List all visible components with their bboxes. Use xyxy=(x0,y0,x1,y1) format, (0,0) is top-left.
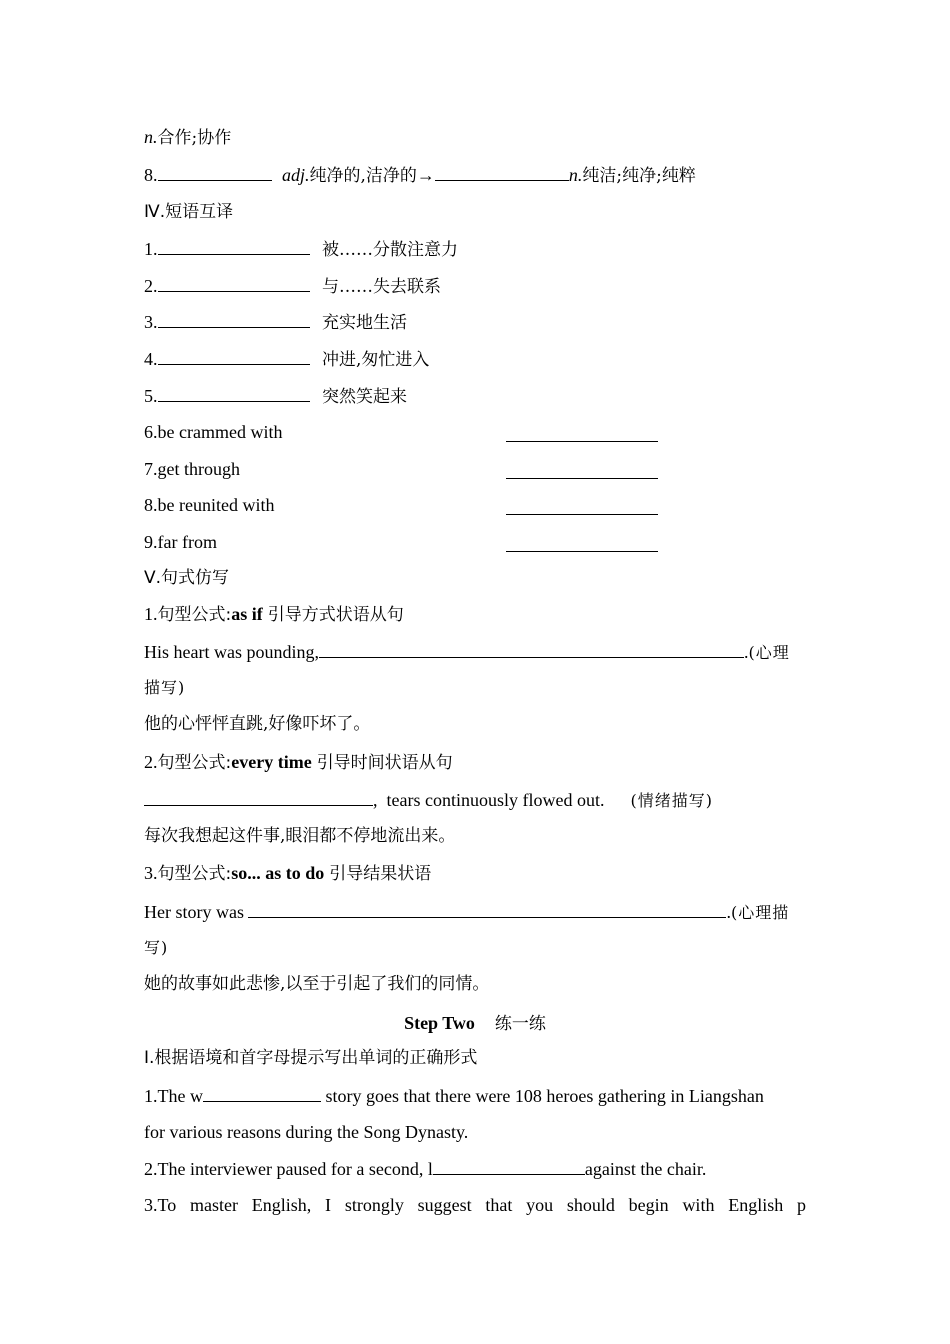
answer-blank[interactable] xyxy=(319,640,744,658)
phrase-item xyxy=(144,310,407,334)
question-1-line-2: for various reasons during the Song Dynasty. xyxy=(144,1122,469,1142)
phrase-item xyxy=(144,384,407,408)
phrase-item xyxy=(144,347,429,371)
phrase-meaning: 被……分散注意力 xyxy=(322,240,458,260)
phrase-meaning: 与……失去联系 xyxy=(322,277,441,297)
phrase-text: be crammed with xyxy=(157,422,283,442)
pattern-key: so... as to do xyxy=(231,863,325,883)
vocab-line-7-tail xyxy=(144,126,231,149)
pattern-label: 句型公式: xyxy=(157,605,232,625)
phrase-item xyxy=(144,494,274,516)
item-number: 4. xyxy=(144,349,158,369)
question-word: English xyxy=(728,1195,784,1215)
pattern-key: as if xyxy=(231,604,263,624)
section-i-title: Ⅰ.根据语境和首字母提示写出单词的正确形式 xyxy=(144,1048,478,1068)
answer-blank[interactable] xyxy=(506,424,658,442)
question-text: The interviewer paused for a second, l xyxy=(157,1159,433,1179)
pattern-label: 句型公式: xyxy=(157,864,232,884)
phrase-text: be reunited with xyxy=(157,495,275,515)
item-number: 7. xyxy=(144,459,158,479)
phrase-item xyxy=(144,531,217,553)
phrase-item xyxy=(144,237,458,261)
question-3 xyxy=(144,1194,806,1216)
phrase-item xyxy=(144,421,282,443)
item-number: 5. xyxy=(144,386,158,406)
question-text: story goes that there were 108 heroes gathering in Liangshan xyxy=(320,1086,764,1106)
answer-blank[interactable] xyxy=(144,788,373,806)
question-text: The w xyxy=(157,1086,203,1106)
pattern-3-translation: 她的故事如此悲惨,以至于引起了我们的同情。 xyxy=(144,974,490,994)
pattern-label: 句型公式: xyxy=(157,753,232,773)
note: (心理 xyxy=(748,643,790,662)
answer-blank[interactable] xyxy=(158,347,310,365)
answer-blank[interactable] xyxy=(158,163,272,181)
question-word: English, xyxy=(251,1195,312,1215)
section-v-title: Ⅴ.句式仿写 xyxy=(144,568,230,588)
question-1-line-1 xyxy=(144,1084,764,1107)
step-subtitle: 练一练 xyxy=(494,1014,546,1034)
phrase-meaning: 冲进,匆忙进入 xyxy=(322,350,430,370)
question-word: I xyxy=(325,1195,332,1215)
pattern-3-note-cont: 写) xyxy=(144,938,169,957)
phrase-meaning: 充实地生活 xyxy=(322,313,407,333)
step-title: Step Two xyxy=(404,1013,475,1033)
part-of-speech: n. xyxy=(144,127,158,147)
question-text: against the chair. xyxy=(584,1159,707,1179)
pattern-1-note-cont: 描写) xyxy=(144,678,186,697)
pattern-2-translation: 每次我想起这件事,眼泪都不停地流出来。 xyxy=(144,826,456,846)
pattern-2-sentence xyxy=(144,788,713,812)
part-of-speech: adj. xyxy=(282,165,310,185)
answer-blank[interactable] xyxy=(433,1157,585,1175)
phrase-meaning: 突然笑起来 xyxy=(322,387,407,407)
section-iv-title: Ⅳ.短语互译 xyxy=(144,202,234,222)
item-number: 6. xyxy=(144,422,158,442)
question-word: with xyxy=(682,1195,715,1215)
sentence-suffix: . xyxy=(726,902,731,922)
item-number: 1. xyxy=(144,604,158,624)
phrase-item xyxy=(144,458,240,480)
word-meaning: 合作;协作 xyxy=(157,128,232,148)
item-number: 1. xyxy=(144,239,158,259)
item-number: 3. xyxy=(144,312,158,332)
part-of-speech: n. xyxy=(568,165,583,185)
question-word: suggest xyxy=(417,1195,472,1215)
sentence-suffix: , tears continuously flowed out. xyxy=(373,790,605,810)
word-meaning: 纯洁;纯净;纯粹 xyxy=(582,166,696,186)
answer-blank[interactable] xyxy=(506,461,658,479)
sentence-prefix: Her story was xyxy=(144,902,249,922)
pattern-2-title xyxy=(144,751,453,774)
note: (心理描 xyxy=(730,903,790,922)
item-number: 1. xyxy=(144,1086,158,1106)
item-number: 2. xyxy=(144,276,158,296)
question-text: To xyxy=(157,1195,177,1215)
pattern-desc: 引导结果状语 xyxy=(329,864,432,884)
pattern-1-sentence xyxy=(144,640,790,664)
answer-blank[interactable] xyxy=(158,384,310,402)
item-number: 3. xyxy=(144,863,158,883)
pattern-3-sentence xyxy=(144,900,789,924)
pattern-desc: 引导方式状语从句 xyxy=(267,605,404,625)
item-number: 9. xyxy=(144,532,158,552)
answer-blank[interactable] xyxy=(506,497,658,515)
answer-blank[interactable] xyxy=(248,900,726,918)
question-word: should xyxy=(566,1195,615,1215)
pattern-1-title xyxy=(144,603,404,626)
question-word: strongly xyxy=(344,1195,404,1215)
answer-blank[interactable] xyxy=(158,237,310,255)
answer-blank[interactable] xyxy=(435,163,569,181)
answer-blank[interactable] xyxy=(158,274,310,292)
pattern-key: every time xyxy=(231,752,312,772)
question-word: begin xyxy=(628,1195,669,1215)
phrase-text: get through xyxy=(157,459,240,479)
item-number: 2. xyxy=(144,1159,158,1179)
item-number: 2. xyxy=(144,752,158,772)
question-word: that xyxy=(485,1195,513,1215)
question-word: you xyxy=(526,1195,554,1215)
item-number: 8. xyxy=(144,165,158,185)
sentence-prefix: His heart was pounding, xyxy=(144,642,319,662)
sentence-suffix: . xyxy=(743,642,749,662)
arrow-icon: → xyxy=(416,165,435,185)
answer-blank[interactable] xyxy=(506,534,658,552)
pattern-desc: 引导时间状语从句 xyxy=(316,753,453,773)
item-number: 3. xyxy=(144,1195,158,1215)
vocab-line-8 xyxy=(144,163,696,187)
question-2 xyxy=(144,1157,706,1180)
note: (情绪描写) xyxy=(630,791,713,810)
answer-blank[interactable] xyxy=(203,1084,321,1102)
phrase-text: far from xyxy=(157,532,217,552)
pattern-3-title xyxy=(144,862,431,885)
word-meaning: 纯净的,洁净的 xyxy=(309,166,417,186)
phrase-item xyxy=(144,274,441,298)
answer-blank[interactable] xyxy=(158,310,310,328)
step-two-heading xyxy=(0,1012,950,1035)
item-number: 8. xyxy=(144,495,158,515)
question-word xyxy=(144,1194,176,1216)
question-word: master xyxy=(190,1195,238,1215)
question-word: p xyxy=(797,1195,806,1215)
pattern-1-translation: 他的心怦怦直跳,好像吓坏了。 xyxy=(144,714,371,734)
